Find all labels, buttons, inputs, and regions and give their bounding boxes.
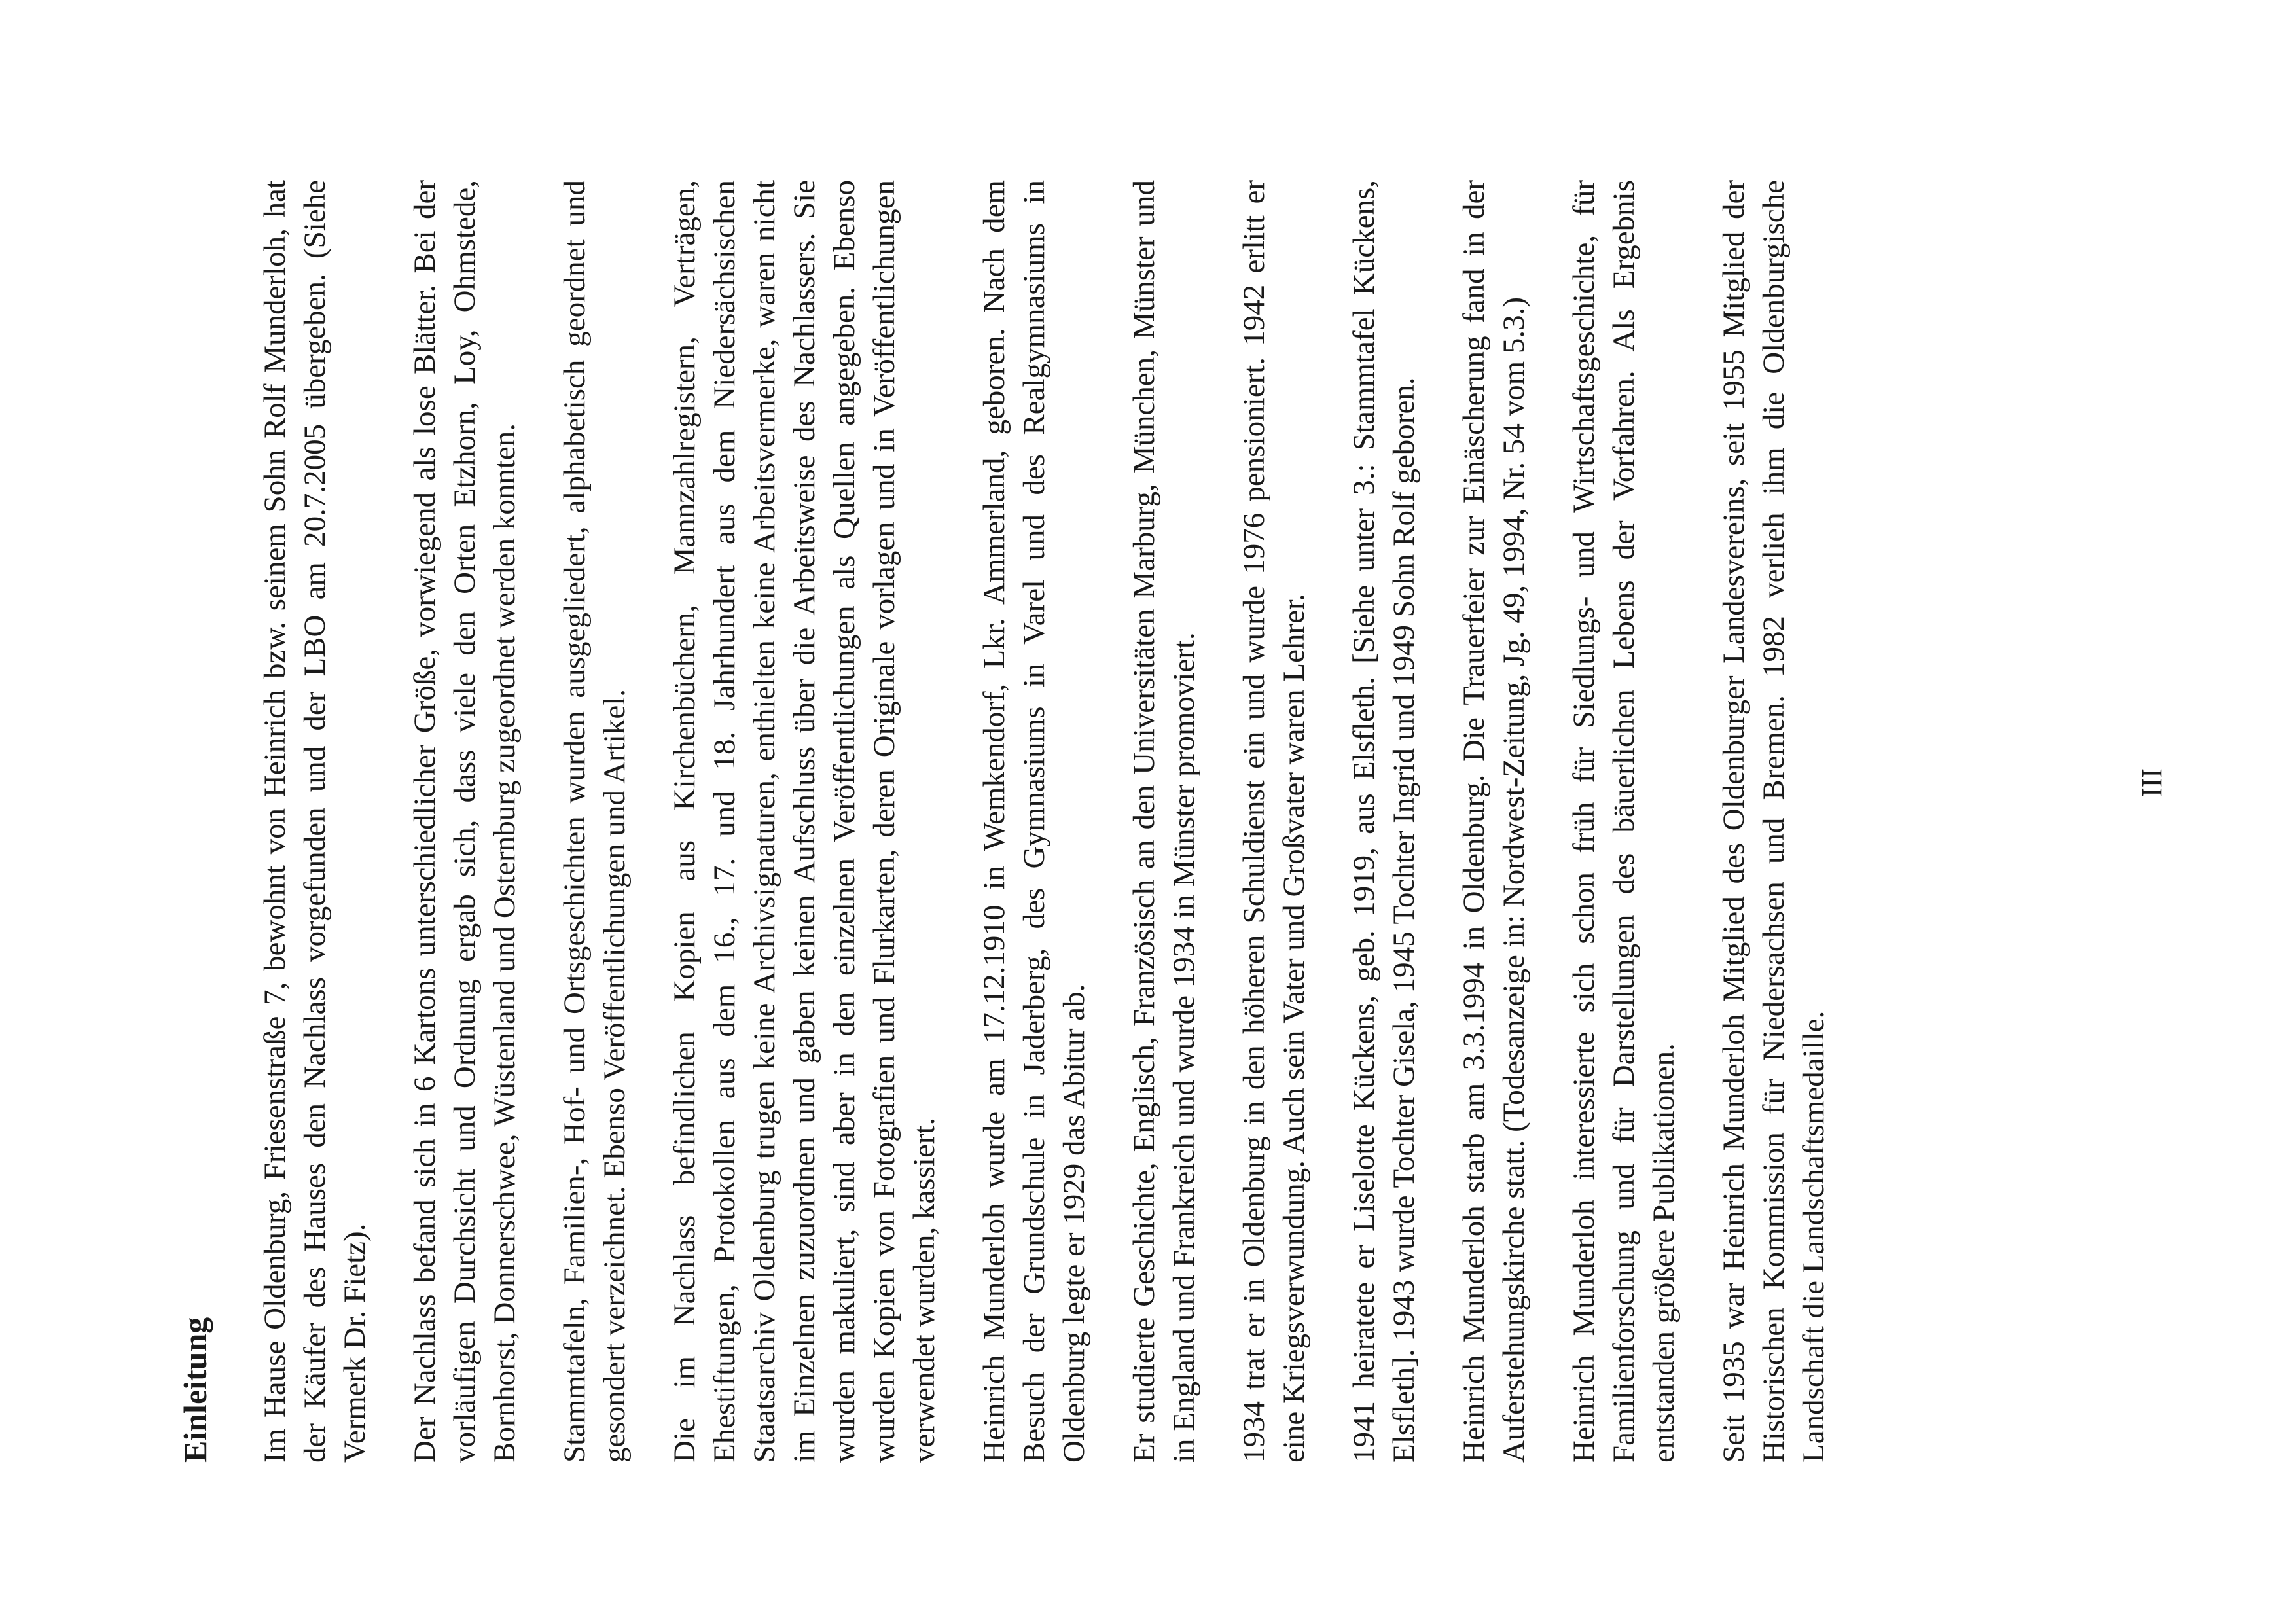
page-content xyxy=(177,180,1957,1463)
paragraph: 1941 heiratete er Liselotte Kückens, geb. 1919, aus Elsfleth. [Siehe unter 3.: Stammtafel Kückens, Elsfleth]. 1943 wurde Tochter Gisela, 1945 Tochter Ingrid und 1949 Sohn Rolf geboren. xyxy=(1347,180,1421,1463)
paragraph: Der Nachlass befand sich in 6 Kartons unterschiedlicher Größe, vorwiegend als lose Blätter. Bei der vorläufigen Durchsicht und Ordnung ergab sich, dass viele den Orten Etzhorn, Loy, Ohmstede, Bornhorst, Donnerschwee, Wüstenland und Osternburg zugeordnet werden konnten. xyxy=(408,180,522,1463)
paragraph: Er studierte Geschichte, Englisch, Französisch an den Universitäten Marburg, München, Münster und in England und Frankreich und wurde 1934 in Münster promoviert. xyxy=(1127,180,1201,1463)
page-number: III xyxy=(2136,768,2168,797)
paragraph: Heinrich Munderloh starb am 3.3.1994 in Oldenburg. Die Trauerfeier zur Einäscherung fand in der Auferstehungskirche statt. (Todesanzeige in: Nordwest-Zeitung, Jg. 49, 1994, Nr. 54 vom 5.3.) xyxy=(1457,180,1531,1463)
paragraph: Heinrich Munderloh wurde am 17.12.1910 in Wemkendorf, Lkr. Ammerland, geboren. Nach dem Besuch der Grundschule in Jaderberg, des Gymnasiums in Varel und des Realgymnasiums in Oldenburg legte er 1929 das Abitur ab. xyxy=(977,180,1091,1463)
paragraph: Seit 1935 war Heinrich Munderloh Mitglied des Oldenburger Landesvereins, seit 1955 Mitglied der Historischen Kommission für Niedersachsen und Bremen. 1982 verlieh ihm die Oldenburgische Landschaft die Landschaftsmedaille. xyxy=(1717,180,1831,1463)
paragraph: Heinrich Munderloh interessierte sich schon früh für Siedlungs- und Wirtschaftsgeschichte, für Familienforschung und für Darstellungen des bäuerlichen Lebens der Vorfahren. Als Ergebnis entstanden größere Publikationen. xyxy=(1567,180,1681,1463)
page-title: Einleitung xyxy=(177,1317,213,1463)
paragraph: Die im Nachlass befindlichen Kopien aus Kirchenbüchern, Mannzahlregistern, Verträgen, Ehestiftungen, Protokollen aus dem 16., 17. und 18. Jahrhundert aus dem Niedersächsischen Staatsarchiv Oldenburg trugen keine Archivsignaturen, enthielten keine Arbeitsvermerke, waren nicht im Einzelnen zuzuordnen und gaben keinen Aufschluss über die Arbeitsweise des Nachlassers. Sie wurden makuliert, sind aber in den einzelnen Veröffentlichungen als Quellen angegeben. Ebenso wurden Kopien von Fotografien und Flurkarten, deren Originale vorlagen und in Veröffentlichungen verwendet wurden, kassiert. xyxy=(668,180,941,1463)
paragraph: Stammtafeln, Familien-, Hof- und Ortsgeschichten wurden ausgegliedert, alphabetisch geordnet und gesondert verzeichnet. Ebenso Veröffentlichungen und Artikel. xyxy=(558,180,632,1463)
paragraph: Im Hause Oldenburg, Friesenstraße 7, bewohnt von Heinrich bzw. seinem Sohn Rolf Munderloh, hat der Käufer des Hauses den Nachlass vorgefunden und der LBO am 20.7.2005 übergeben. (Siehe Vermerk Dr. Fietz). xyxy=(258,180,372,1463)
paragraph: 1934 trat er in Oldenburg in den höheren Schuldienst ein und wurde 1976 pensioniert. 1942 erlitt er eine Kriegsverwundung. Auch sein Vater und Großvater waren Lehrer. xyxy=(1237,180,1311,1463)
